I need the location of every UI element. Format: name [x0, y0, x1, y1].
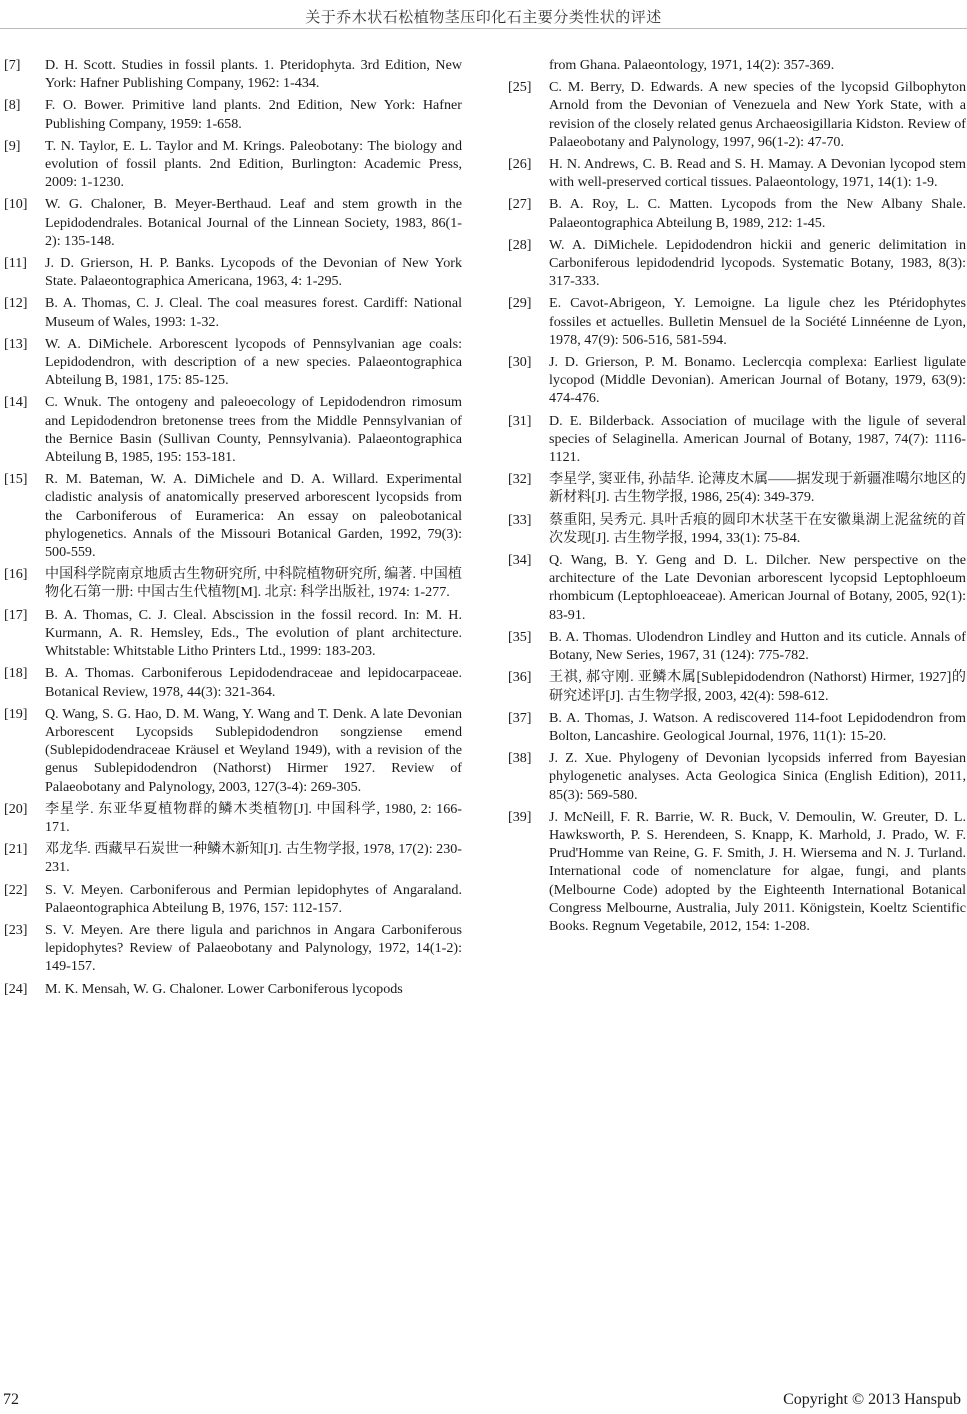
reference-entry — [508, 236, 966, 291]
reference-number: [32] — [508, 471, 532, 488]
reference-entry — [4, 980, 462, 998]
reference-entry — [508, 749, 966, 804]
reference-entry — [508, 551, 966, 624]
reference-entry — [508, 56, 966, 74]
reference-number: [21] — [4, 841, 28, 858]
reference-number: [27] — [508, 196, 532, 213]
reference-entry — [508, 511, 966, 547]
reference-entry — [4, 705, 462, 796]
reference-text: D. H. Scott. Studies in fossil plants. 1. Pteridophyta. 3rd Edition, New York: Hafner Publishing Company, 1962: 1-434. — [45, 57, 462, 92]
reference-entry — [508, 628, 966, 664]
reference-text: B. A. Thomas, C. J. Cleal. The coal measures forest. Cardiff: National Museum of Wales, 1993: 1-32. — [45, 295, 462, 330]
reference-entry — [4, 137, 462, 192]
reference-number: [18] — [4, 665, 28, 682]
reference-entry — [508, 470, 966, 506]
reference-entry — [4, 393, 462, 466]
reference-number: [25] — [508, 79, 532, 96]
reference-text: R. M. Bateman, W. A. DiMichele and D. A. Willard. Experimental cladistic analysis of anatomically preserved arborescent lycopsids from the Carboniferous of Euramerica: An essay on paleobotanical phylogenetics. Annals of the Missouri Botanical Garden, 1992, 79(3): 500-559. — [45, 471, 462, 561]
reference-entry — [508, 294, 966, 349]
reference-text: J. McNeill, F. R. Barrie, W. R. Buck, V. Demoulin, W. Greuter, D. L. Hawksworth, P. S. Herendeen, S. Knapp, K. Marhold, J. Prado, W. F. Prud'Homme van Reine, G. F. Smith, J. H. Wiersema and N. J. Turland. International code of nomenclature for algae, fungi, and plants (Melbourne Code) adopted by the Eighteenth International Botanical Congress Melbourne, Australia, July 2011. Königstein, Koeltz Scientific Books. Regnum Vegetabile, 2012, 154: 1-208. — [549, 808, 966, 934]
reference-entry — [508, 709, 966, 745]
reference-number: [24] — [4, 980, 28, 997]
reference-number: [35] — [508, 628, 532, 645]
reference-text: 李星学. 东亚华夏植物群的鳞木类植物[J]. 中国科学, 1980, 2: 166-171. — [45, 800, 462, 835]
reference-entry — [508, 353, 966, 408]
reference-entry — [4, 565, 462, 601]
reference-number: [13] — [4, 335, 28, 352]
reference-number: [10] — [4, 196, 28, 213]
reference-text: W. A. DiMichele. Arborescent lycopods of Pennsylvanian age coals: Lepidodendron, with description of a new species. Palaeontographica Abteilung B, 1981, 175: 85-125. — [45, 335, 462, 389]
page-number: 72 — [3, 1391, 19, 1408]
reference-entry — [4, 606, 462, 661]
reference-number: [8] — [4, 97, 21, 114]
reference-entry — [508, 668, 966, 704]
reference-number: [34] — [508, 552, 532, 569]
reference-number: [23] — [4, 921, 28, 938]
reference-text: B. A. Thomas. Ulodendron Lindley and Hutton and its cuticle. Annals of Botany, New Series, 1967, 31 (124): 775-782. — [549, 628, 966, 664]
reference-number: [7] — [4, 57, 21, 73]
reference-text: B. A. Thomas, C. J. Cleal. Abscission in the fossil record. In: M. H. Kurmann, A. R. Hemsley, Eds., The evolution of plant architecture. Whitstable: Whitstable Litho Printers Ltd., 1999: 183-203. — [45, 606, 462, 660]
reference-entry — [508, 412, 966, 467]
reference-entry — [4, 881, 462, 917]
reference-text: from Ghana. Palaeontology, 1971, 14(2): 357-369. — [549, 57, 835, 73]
reference-entry — [4, 56, 462, 92]
reference-column-right — [508, 56, 966, 939]
reference-text: B. A. Thomas. Carboniferous Lepidodendraceae and lepidocarpaceae. Botanical Review, 1978, 44(3): 321-364. — [45, 665, 462, 700]
reference-number: [22] — [4, 881, 28, 898]
reference-text: 蔡重阳, 吴秀元. 具叶舌痕的圆印木状茎干在安徽巢湖上泥盆统的首次发现[J]. 古生物学报, 1994, 33(1): 75-84. — [549, 511, 966, 546]
reference-text: E. Cavot-Abrigeon, Y. Lemoigne. La ligule chez les Ptéridophytes fossiles et actuelles. Bulletin Mensuel de la Société Linnéenne de Lyon, 1978, 47(9): 506-516, 581-594. — [549, 295, 966, 348]
reference-number: [15] — [4, 471, 28, 488]
reference-number: [38] — [508, 750, 532, 767]
reference-text: 邓龙华. 西藏早石炭世一种鳞木新知[J]. 古生物学报, 1978, 17(2): 230-231. — [45, 841, 462, 876]
reference-entry — [508, 195, 966, 231]
reference-number: [30] — [508, 354, 532, 371]
copyright-notice: Copyright © 2013 Hanspub — [783, 1391, 961, 1408]
reference-number: [33] — [508, 511, 532, 528]
reference-number: [14] — [4, 394, 28, 411]
reference-text: 王祺, 郝守刚. 亚鳞木属[Sublepidodendron (Nathorst) Hirmer, 1927]的研究述评[J]. 古生物学报, 2003, 42(4): 598-612. — [549, 669, 966, 704]
reference-text: T. N. Taylor, E. L. Taylor and M. Krings. Paleobotany: The biology and evolution of fossil plants. 2nd Edition, Burlington: Academic Press, 2009: 1-1230. — [45, 137, 462, 191]
reference-text: W. A. DiMichele. Lepidodendron hickii and generic delimitation in Carboniferous lepidodendrid lycopods. Systematic Botany, 1983, 8(3): 317-333. — [549, 236, 966, 290]
reference-number: [29] — [508, 295, 532, 312]
reference-entry — [4, 921, 462, 976]
reference-number: [39] — [508, 808, 532, 825]
reference-number: [12] — [4, 295, 28, 312]
reference-number: [31] — [508, 412, 532, 429]
reference-text: 中国科学院南京地质古生物研究所, 中科院植物研究所, 编著. 中国植物化石第一册: 中国古生代植物[M]. 北京: 科学出版社, 1974: 1-277. — [45, 566, 462, 601]
reference-text: H. N. Andrews, C. B. Read and S. H. Mamay. A Devonian lycopod stem with well-preserved cortical tissues. Palaeontology, 1971, 14(1): 1-9. — [549, 156, 966, 191]
reference-text: J. D. Grierson, H. P. Banks. Lycopods of the Devonian of New York State. Palaeontographica Americana, 1963, 4: 1-295. — [45, 255, 462, 290]
reference-number: [11] — [4, 255, 27, 272]
reference-entry — [4, 664, 462, 700]
reference-text: B. A. Roy, L. C. Matten. Lycopods from the New Albany Shale. Palaeontographica Abteilung B, 1989, 212: 1-45. — [549, 196, 966, 231]
reference-text: S. V. Meyen. Carboniferous and Permian lepidophytes of Angaraland. Palaeontographica Abteilung B, 1976, 157: 112-157. — [45, 881, 462, 916]
reference-text: M. K. Mensah, W. G. Chaloner. Lower Carboniferous lycopods — [45, 980, 403, 997]
reference-number: [17] — [4, 606, 28, 623]
reference-text: Q. Wang, B. Y. Geng and D. L. Dilcher. New perspective on the architecture of the Late Devonian arborescent lycopsid Leptophloeum rhombicum (Leptophloeaceae). American Journal of Botany, 2005, 92(1): 83-91. — [549, 552, 966, 623]
reference-entry — [4, 96, 462, 132]
reference-entry — [508, 78, 966, 151]
reference-entry — [4, 294, 462, 330]
reference-text: J. Z. Xue. Phylogeny of Devonian lycopsids inferred from Bayesian phylogenetic analyses. Acta Geologica Sinica (English Edition), 2011, 85(3): 569-580. — [549, 750, 966, 803]
reference-text: S. V. Meyen. Are there ligula and parichnos in Angara Carboniferous lepidophytes? Review of Palaeobotany and Palynology, 1972, 14(1-2): 149-157. — [45, 921, 462, 975]
running-header: 关于乔木状石松植物茎压印化石主要分类性状的评述 — [305, 10, 662, 26]
reference-number: [26] — [508, 156, 532, 173]
reference-entry — [4, 840, 462, 876]
reference-number: [9] — [4, 137, 21, 154]
reference-text: W. G. Chaloner, B. Meyer-Berthaud. Leaf and stem growth in the Lepidodendrales. Botanical Journal of the Linnean Society, 1983, 86(1-2): 135-148. — [45, 196, 462, 249]
reference-text: B. A. Thomas, J. Watson. A rediscovered 114-foot Lepidodendron from Bolton, Lancashire. Geological Journal, 1976, 11(1): 15-20. — [549, 709, 966, 744]
reference-text: D. E. Bilderback. Association of mucilage with the ligule of several species of Selaginella. American Journal of Botany, 1987, 74(7): 1116-1121. — [549, 412, 966, 466]
reference-number: [37] — [508, 709, 532, 726]
reference-column-left — [4, 56, 462, 1002]
reference-entry — [4, 254, 462, 290]
reference-text: C. Wnuk. The ontogeny and paleoecology of Lepidodendron rimosum and Lepidodendron bretonense trees from the Middle Pennsylvanian of the Bernice Basin (Sullivan County, Pennsylvania). Palaeontographica Abteilung B, 1985, 195: 153-181. — [45, 394, 462, 466]
reference-number: [36] — [508, 669, 532, 686]
reference-entry — [4, 470, 462, 561]
reference-entry — [4, 195, 462, 250]
reference-text: 李星学, 窦亚伟, 孙喆华. 论薄皮木属——据发现于新疆准噶尔地区的新材料[J]. 古生物学报, 1986, 25(4): 349-379. — [549, 471, 966, 506]
reference-entry — [508, 155, 966, 191]
reference-text: F. O. Bower. Primitive land plants. 2nd Edition, New York: Hafner Publishing Company, 1959: 1-658. — [45, 97, 462, 132]
reference-number: [20] — [4, 800, 28, 817]
reference-entry — [4, 800, 462, 836]
reference-number: [16] — [4, 566, 28, 583]
reference-text: C. M. Berry, D. Edwards. A new species of the lycopsid Gilbophyton Arnold from the Devonian of Venezuela and New York State, with a revision of the closely related genus Archaeosigillaria Kidston. Review of Palaeobotany and Palynology, 1997, 96(1-2): 47-70. — [549, 79, 966, 150]
reference-entry — [508, 808, 966, 935]
reference-number: [28] — [508, 236, 532, 253]
reference-number: [19] — [4, 705, 28, 722]
header-divider — [0, 28, 967, 29]
reference-entry — [4, 335, 462, 390]
reference-text: J. D. Grierson, P. M. Bonamo. Leclercqia complexa: Earliest ligulate lycopod (Middle Devonian). American Journal of Botany, 1979, 63(9): 474-476. — [549, 354, 966, 407]
reference-text: Q. Wang, S. G. Hao, D. M. Wang, Y. Wang and T. Denk. A late Devonian Arborescent Lycopsids Sublepidodendron songziense emend (Sublepidodendraceae Kräusel et Weyland 1949), with a revision of the genus Sublepidodendron (Nathorst) Hirmer 1927. Review of Palaeobotany and Palynology, 2003, 127(3-4): 269-305. — [45, 705, 462, 795]
